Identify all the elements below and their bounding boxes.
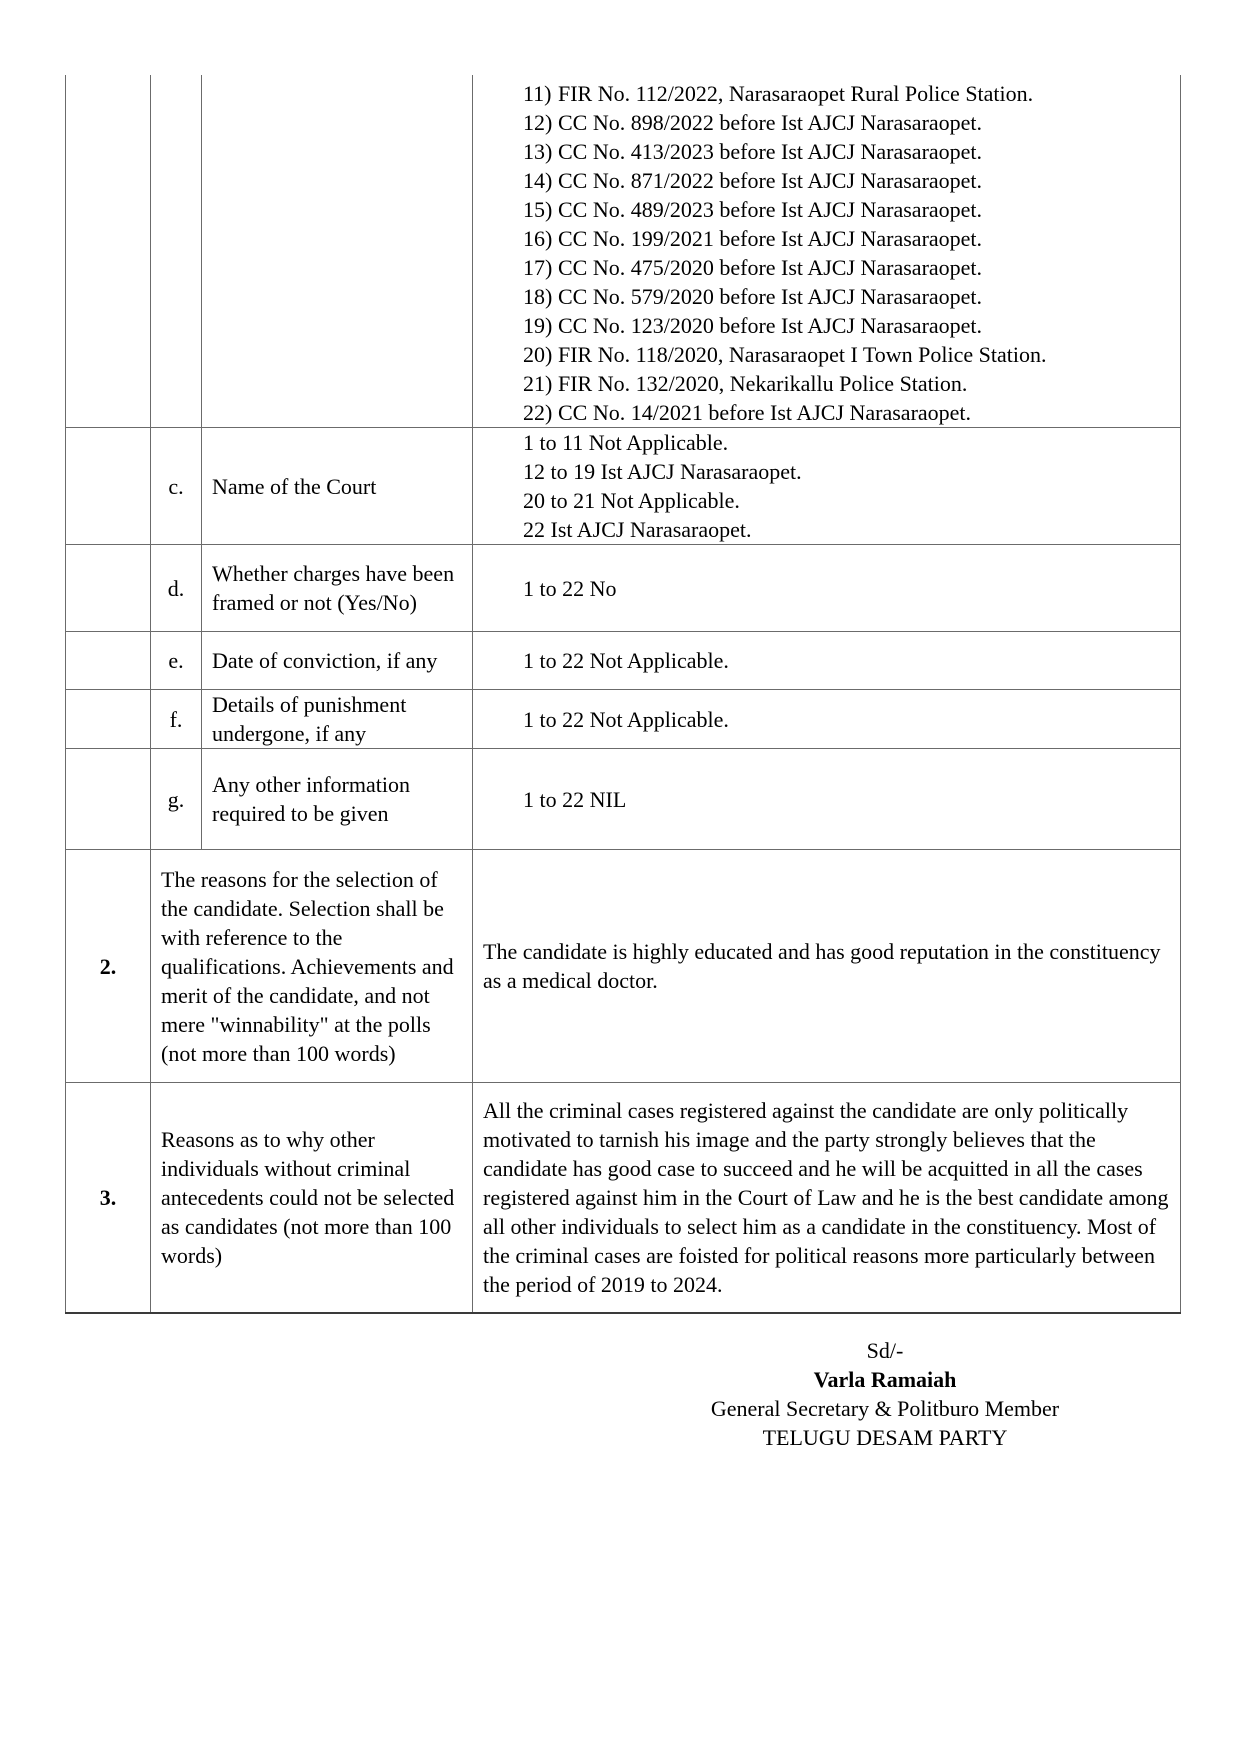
row-letter: d. [151, 545, 202, 632]
case-item: 16) CC No. 199/2021 before Ist AJCJ Narasaraopet. [523, 226, 983, 251]
row-value: 1 to 11 Not Applicable. 12 to 19 Ist AJCJ Narasaraopet. 20 to 21 Not Applicable. 22 Ist AJCJ Narasaraopet. [473, 428, 1181, 545]
case-item: 18) CC No. 579/2020 before Ist AJCJ Narasaraopet. [523, 284, 983, 309]
row-value: All the criminal cases registered against the candidate are only politically motivated to tarnish his image and the party strongly believes that the candidate has good case to succeed and he will be acquitted in all the cases registered against him in the Court of Law and he is the best candidate among all other individuals to select him as a candidate in the constituency. Most of the criminal cases are foisted for political reasons more particularly between the period of 2019 to 2024. [473, 1083, 1181, 1313]
row-value: 1 to 22 Not Applicable. [473, 632, 1181, 690]
serial-cell [66, 749, 151, 850]
row-name-of-court [66, 428, 1181, 545]
case-item: 19) CC No. 123/2020 before Ist AJCJ Narasaraopet. [523, 313, 983, 338]
row-value: The candidate is highly educated and has good reputation in the constituency as a medical doctor. [473, 850, 1181, 1083]
criminal-antecedents-table [65, 75, 1181, 1314]
serial-cell [66, 75, 151, 428]
row-label: Whether charges have been framed or not (Yes/No) [202, 545, 473, 632]
row-letter: e. [151, 632, 202, 690]
serial-cell [66, 632, 151, 690]
row-other-information [66, 749, 1181, 850]
case-item: 12) CC No. 898/2022 before Ist AJCJ Narasaraopet. [523, 110, 983, 135]
cases-list-cell [473, 75, 1181, 428]
row-number: 2. [66, 850, 151, 1083]
row-label: Details of punishment undergone, if any [202, 690, 473, 749]
row-value: 1 to 22 Not Applicable. [473, 690, 1181, 749]
party-name: TELUGU DESAM PARTY [762, 1425, 1008, 1450]
serial-cell [66, 545, 151, 632]
letter-cell [151, 75, 202, 428]
row-label: Date of conviction, if any [202, 632, 473, 690]
label-cell [202, 75, 473, 428]
row-value: 1 to 22 NIL [473, 749, 1181, 850]
row-letter: g. [151, 749, 202, 850]
row-number: 3. [66, 1083, 151, 1313]
serial-cell [66, 690, 151, 749]
case-item: 17) CC No. 475/2020 before Ist AJCJ Narasaraopet. [523, 255, 983, 280]
cases-list-row [66, 75, 1181, 428]
case-item: 14) CC No. 871/2022 before Ist AJCJ Narasaraopet. [523, 168, 983, 193]
row-reasons-other-individuals [66, 1083, 1181, 1313]
case-item: 11) FIR No. 112/2022, Narasaraopet Rural Police Station. [523, 81, 1034, 106]
row-label: Reasons as to why other individuals without criminal antecedents could not be selected as candidates (not more than 100 words) [151, 1083, 473, 1313]
signatory-name: Varla Ramaiah [813, 1367, 957, 1392]
row-punishment [66, 690, 1181, 749]
case-item: 22) CC No. 14/2021 before Ist AJCJ Narasaraopet. [523, 400, 972, 425]
row-reasons-for-selection [66, 850, 1181, 1083]
row-date-of-conviction [66, 632, 1181, 690]
row-letter: f. [151, 690, 202, 749]
signatory-title: General Secretary & Politburo Member [710, 1396, 1060, 1421]
signature-block [585, 1336, 1185, 1452]
case-item: 21) FIR No. 132/2020, Nekarikallu Police Station. [523, 371, 968, 396]
serial-cell [66, 428, 151, 545]
case-item: 15) CC No. 489/2023 before Ist AJCJ Narasaraopet. [523, 197, 983, 222]
case-item: 20) FIR No. 118/2020, Narasaraopet I Town Police Station. [523, 342, 1047, 367]
case-item: 13) CC No. 413/2023 before Ist AJCJ Narasaraopet. [523, 139, 983, 164]
row-charges-framed [66, 545, 1181, 632]
row-label: Any other information required to be given [202, 749, 473, 850]
signature-mark: Sd/- [866, 1338, 904, 1363]
row-label: Name of the Court [202, 428, 473, 545]
row-value: 1 to 22 No [473, 545, 1181, 632]
cases-list [473, 79, 1180, 427]
row-label: The reasons for the selection of the candidate. Selection shall be with reference to the qualifications. Achievements and merit of the candidate, and not mere "winnability" at the polls (not more than 100 words) [151, 850, 473, 1083]
row-letter: c. [151, 428, 202, 545]
